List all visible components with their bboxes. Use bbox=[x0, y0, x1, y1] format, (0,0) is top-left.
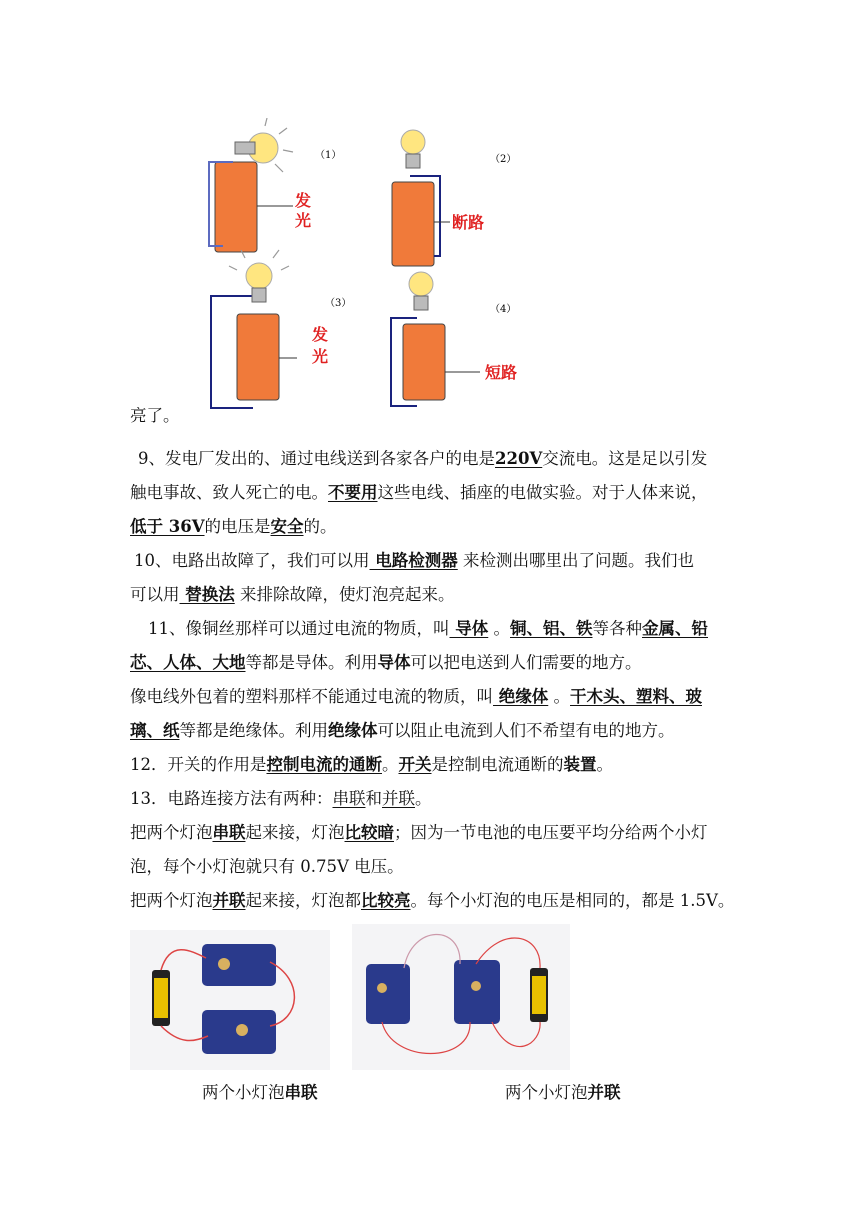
parallel-circuit-photo bbox=[352, 924, 570, 1070]
para-9-line-2 bbox=[130, 481, 708, 505]
keyword: 璃、纸 bbox=[130, 721, 180, 740]
label-1: （1） bbox=[315, 150, 342, 161]
text: 等都是绝缘体。利用 bbox=[179, 721, 328, 740]
caption-parallel bbox=[505, 1079, 621, 1103]
text: 起来接，灯泡 bbox=[245, 823, 345, 842]
text: 亮了。 bbox=[130, 406, 180, 425]
text: 把两个灯泡 bbox=[130, 891, 213, 910]
text: 触电事故、致人死亡的电。 bbox=[130, 483, 328, 502]
text: 来检测出哪里出了问题。我们也 bbox=[457, 551, 694, 570]
keyword: 安全 bbox=[270, 517, 304, 536]
keyword: 绝缘体 bbox=[328, 721, 378, 740]
text: 12．开关的作用是 bbox=[130, 755, 267, 774]
keyword: 绝缘体 bbox=[493, 687, 549, 706]
text: 的。 bbox=[303, 517, 337, 536]
para-13-line-4 bbox=[130, 889, 734, 913]
series-circuit-photo bbox=[130, 930, 330, 1070]
glow-bot-1: 光 bbox=[295, 211, 312, 230]
circuit-3 bbox=[211, 250, 351, 408]
glow-top-1: 发 bbox=[295, 191, 312, 210]
keyword: 导体 bbox=[377, 653, 411, 672]
text: 。 bbox=[488, 619, 510, 638]
text: 。每个小灯泡的电压是相同的，都是 1.5V。 bbox=[410, 891, 735, 910]
keyword: 串联 bbox=[284, 1083, 318, 1102]
circuit-4 bbox=[391, 272, 517, 406]
voltage-220: 220V bbox=[495, 449, 543, 468]
circuit-1 bbox=[209, 118, 341, 252]
text: 像电线外包着的塑料那样不能通过电流的物质，叫 bbox=[130, 687, 493, 706]
glow-bot-3: 光 bbox=[312, 347, 329, 366]
keyword: 芯、人体、大地 bbox=[130, 653, 246, 672]
circuit-2 bbox=[392, 130, 516, 266]
text: 起来接，灯泡都 bbox=[245, 891, 361, 910]
keyword: 低于 36V bbox=[130, 517, 205, 536]
caption-series bbox=[202, 1079, 318, 1103]
label-4: （4） bbox=[490, 304, 517, 315]
keyword: 串联 bbox=[212, 823, 246, 842]
keyword: 控制电流的通断 bbox=[266, 755, 382, 774]
keyword: 并联 bbox=[587, 1083, 621, 1102]
text: 13．电路连接方法有两种： bbox=[130, 789, 333, 808]
para-11-line-2 bbox=[130, 651, 642, 675]
keyword: 导体 bbox=[449, 619, 489, 638]
text: 和 bbox=[365, 789, 382, 808]
keyword: 比较暗 bbox=[344, 823, 394, 842]
short-circuit-label: 短路 bbox=[485, 363, 518, 382]
text: 可以把电送到人们需要的地方。 bbox=[410, 653, 642, 672]
keyword: 替换法 bbox=[179, 585, 235, 604]
keyword: 比较亮 bbox=[361, 891, 411, 910]
keyword: 铜、铝、铁 bbox=[510, 619, 593, 638]
text: 。 bbox=[548, 687, 570, 706]
text: 可以用 bbox=[130, 585, 180, 604]
para-11-line-1 bbox=[148, 617, 708, 641]
para-10-line-2 bbox=[130, 583, 455, 607]
glow-top-3: 发 bbox=[312, 325, 329, 344]
para-9-line-1 bbox=[138, 447, 707, 471]
text: 。 bbox=[415, 789, 432, 808]
text: 11、像铜丝那样可以通过电流的物质，叫 bbox=[148, 619, 450, 638]
keyword: 金属、铅 bbox=[642, 619, 708, 638]
keyword: 电路检测器 bbox=[369, 551, 458, 570]
keyword: 并联 bbox=[212, 891, 246, 910]
text: 这些电线、插座的电做实验。对于人体来说， bbox=[377, 483, 708, 502]
text: 两个小灯泡 bbox=[505, 1083, 588, 1102]
text: 可以阻止电流到人们不希望有电的地方。 bbox=[377, 721, 675, 740]
text: 泡，每个小灯泡就只有 0.75V 电压。 bbox=[130, 857, 404, 876]
text: 两个小灯泡 bbox=[202, 1083, 285, 1102]
para-12 bbox=[130, 753, 613, 777]
keyword: 装置 bbox=[563, 755, 597, 774]
text: 等都是导体。利用 bbox=[245, 653, 378, 672]
para-10-line-1 bbox=[134, 549, 694, 573]
para-11-line-4 bbox=[130, 719, 675, 743]
label-3: （3） bbox=[325, 298, 352, 309]
text: 9、发电厂发出的、通过电线送到各家各户的电是 bbox=[138, 449, 495, 468]
text: 等各种 bbox=[592, 619, 642, 638]
open-circuit-label: 断路 bbox=[452, 213, 485, 232]
para-13-line-2 bbox=[130, 821, 708, 845]
para-13-line-1 bbox=[130, 787, 432, 811]
keyword: 干木头、塑料、玻 bbox=[570, 687, 702, 706]
text: 是控制电流通断的 bbox=[431, 755, 564, 774]
text: 。 bbox=[596, 755, 613, 774]
text-line bbox=[130, 404, 180, 428]
keyword: 串联 bbox=[332, 789, 366, 808]
text: 来排除故障，使灯泡亮起来。 bbox=[234, 585, 455, 604]
text: 10、电路出故障了，我们可以用 bbox=[134, 551, 370, 570]
circuit-figure bbox=[195, 118, 540, 410]
para-9-line-3 bbox=[130, 515, 337, 539]
para-11-line-3 bbox=[130, 685, 702, 709]
text: 把两个灯泡 bbox=[130, 823, 213, 842]
keyword: 并联 bbox=[382, 789, 415, 808]
keyword: 不要用 bbox=[328, 483, 378, 502]
para-13-line-3 bbox=[130, 855, 404, 879]
text: 。 bbox=[382, 755, 399, 774]
text: 交流电。这是足以引发 bbox=[542, 449, 708, 468]
text: ；因为一节电池的电压要平均分给两个小灯 bbox=[394, 823, 708, 842]
label-2: （2） bbox=[490, 154, 517, 165]
text: 的电压是 bbox=[204, 517, 271, 536]
keyword: 开关 bbox=[398, 755, 432, 774]
